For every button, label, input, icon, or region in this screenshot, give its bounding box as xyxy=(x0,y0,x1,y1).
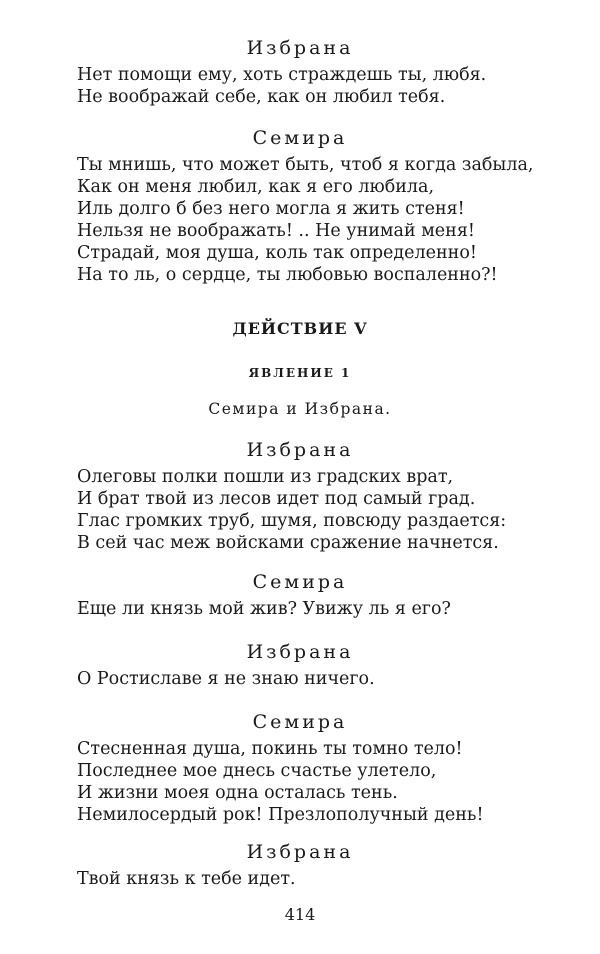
dialogue-block-semira-2 xyxy=(0,570,600,619)
scene-title: ЯВЛЕНИЕ 1 xyxy=(248,366,352,380)
speaker-name: Избрана xyxy=(246,641,354,663)
verse-line: На то ль, о сердце, ты любовью воспаленно?! xyxy=(77,265,498,285)
verse-lines xyxy=(77,154,577,286)
verse-line: Твой князь к тебе идет. xyxy=(77,869,296,889)
verse-line: Ты мнишь, что может быть, чтоб я когда забыла, xyxy=(77,155,534,175)
verse-line: Глас громких труб, шумя, повсюду раздается: xyxy=(77,511,507,531)
verse-line: И брат твой из лесов идет под самый град. xyxy=(77,489,476,509)
verse-line: Еще ли князь мой жив? Увижу ль я его? xyxy=(77,599,451,619)
verse-line: О Ростиславе я не знаю ничего. xyxy=(77,669,375,689)
scene-persons: Семира и Избрана. xyxy=(208,400,392,418)
verse-line: Иль долго б без него могла я жить стеня! xyxy=(77,199,465,219)
dialogue-block-izbrana-4 xyxy=(0,840,600,889)
verse-line: Не воображай себе, как он любил тебя. xyxy=(77,87,446,107)
speaker-name: Семира xyxy=(252,127,348,149)
verse-line: Олеговы полки пошли из градских врат, xyxy=(77,467,454,487)
verse-lines xyxy=(77,466,577,554)
verse-line: Страдай, моя душа, коль так определенно! xyxy=(77,243,477,263)
speaker-name: Семира xyxy=(252,711,348,733)
speaker-name: Избрана xyxy=(246,37,354,59)
dialogue-block-semira-1 xyxy=(0,126,600,285)
verse-line: Немилосердый рок! Презлополучный день! xyxy=(77,805,484,825)
verse-lines xyxy=(77,868,577,890)
speaker-name: Семира xyxy=(252,571,348,593)
verse-line: Как он меня любил, как я его любила, xyxy=(77,177,435,197)
speaker-name: Избрана xyxy=(246,841,354,863)
verse-line: И жизни моея одна осталась тень. xyxy=(77,783,398,803)
dialogue-block-semira-3 xyxy=(0,710,600,825)
verse-lines xyxy=(77,738,577,826)
verse-lines xyxy=(77,64,577,108)
dialogue-block-izbrana-3 xyxy=(0,640,600,689)
verse-line: В сей час меж войсками сражение начнется. xyxy=(77,533,499,553)
verse-line: Нет помощи ему, хоть страждешь ты, любя. xyxy=(77,65,487,85)
verse-line: Нельзя не воображать! .. Не унимай меня! xyxy=(77,221,475,241)
act-title: ДЕЙСТВИЕ V xyxy=(232,319,368,338)
verse-lines xyxy=(77,598,577,620)
verse-lines xyxy=(77,668,577,690)
page-number: 414 xyxy=(284,905,316,924)
verse-line: Стесненная душа, покинь ты томно тело! xyxy=(77,739,463,759)
dialogue-block-izbrana-2 xyxy=(0,438,600,553)
dialogue-block-izbrana-1 xyxy=(0,36,600,107)
speaker-name: Избрана xyxy=(246,439,354,461)
verse-line: Последнее мое днесь счастье улетело, xyxy=(77,761,437,781)
